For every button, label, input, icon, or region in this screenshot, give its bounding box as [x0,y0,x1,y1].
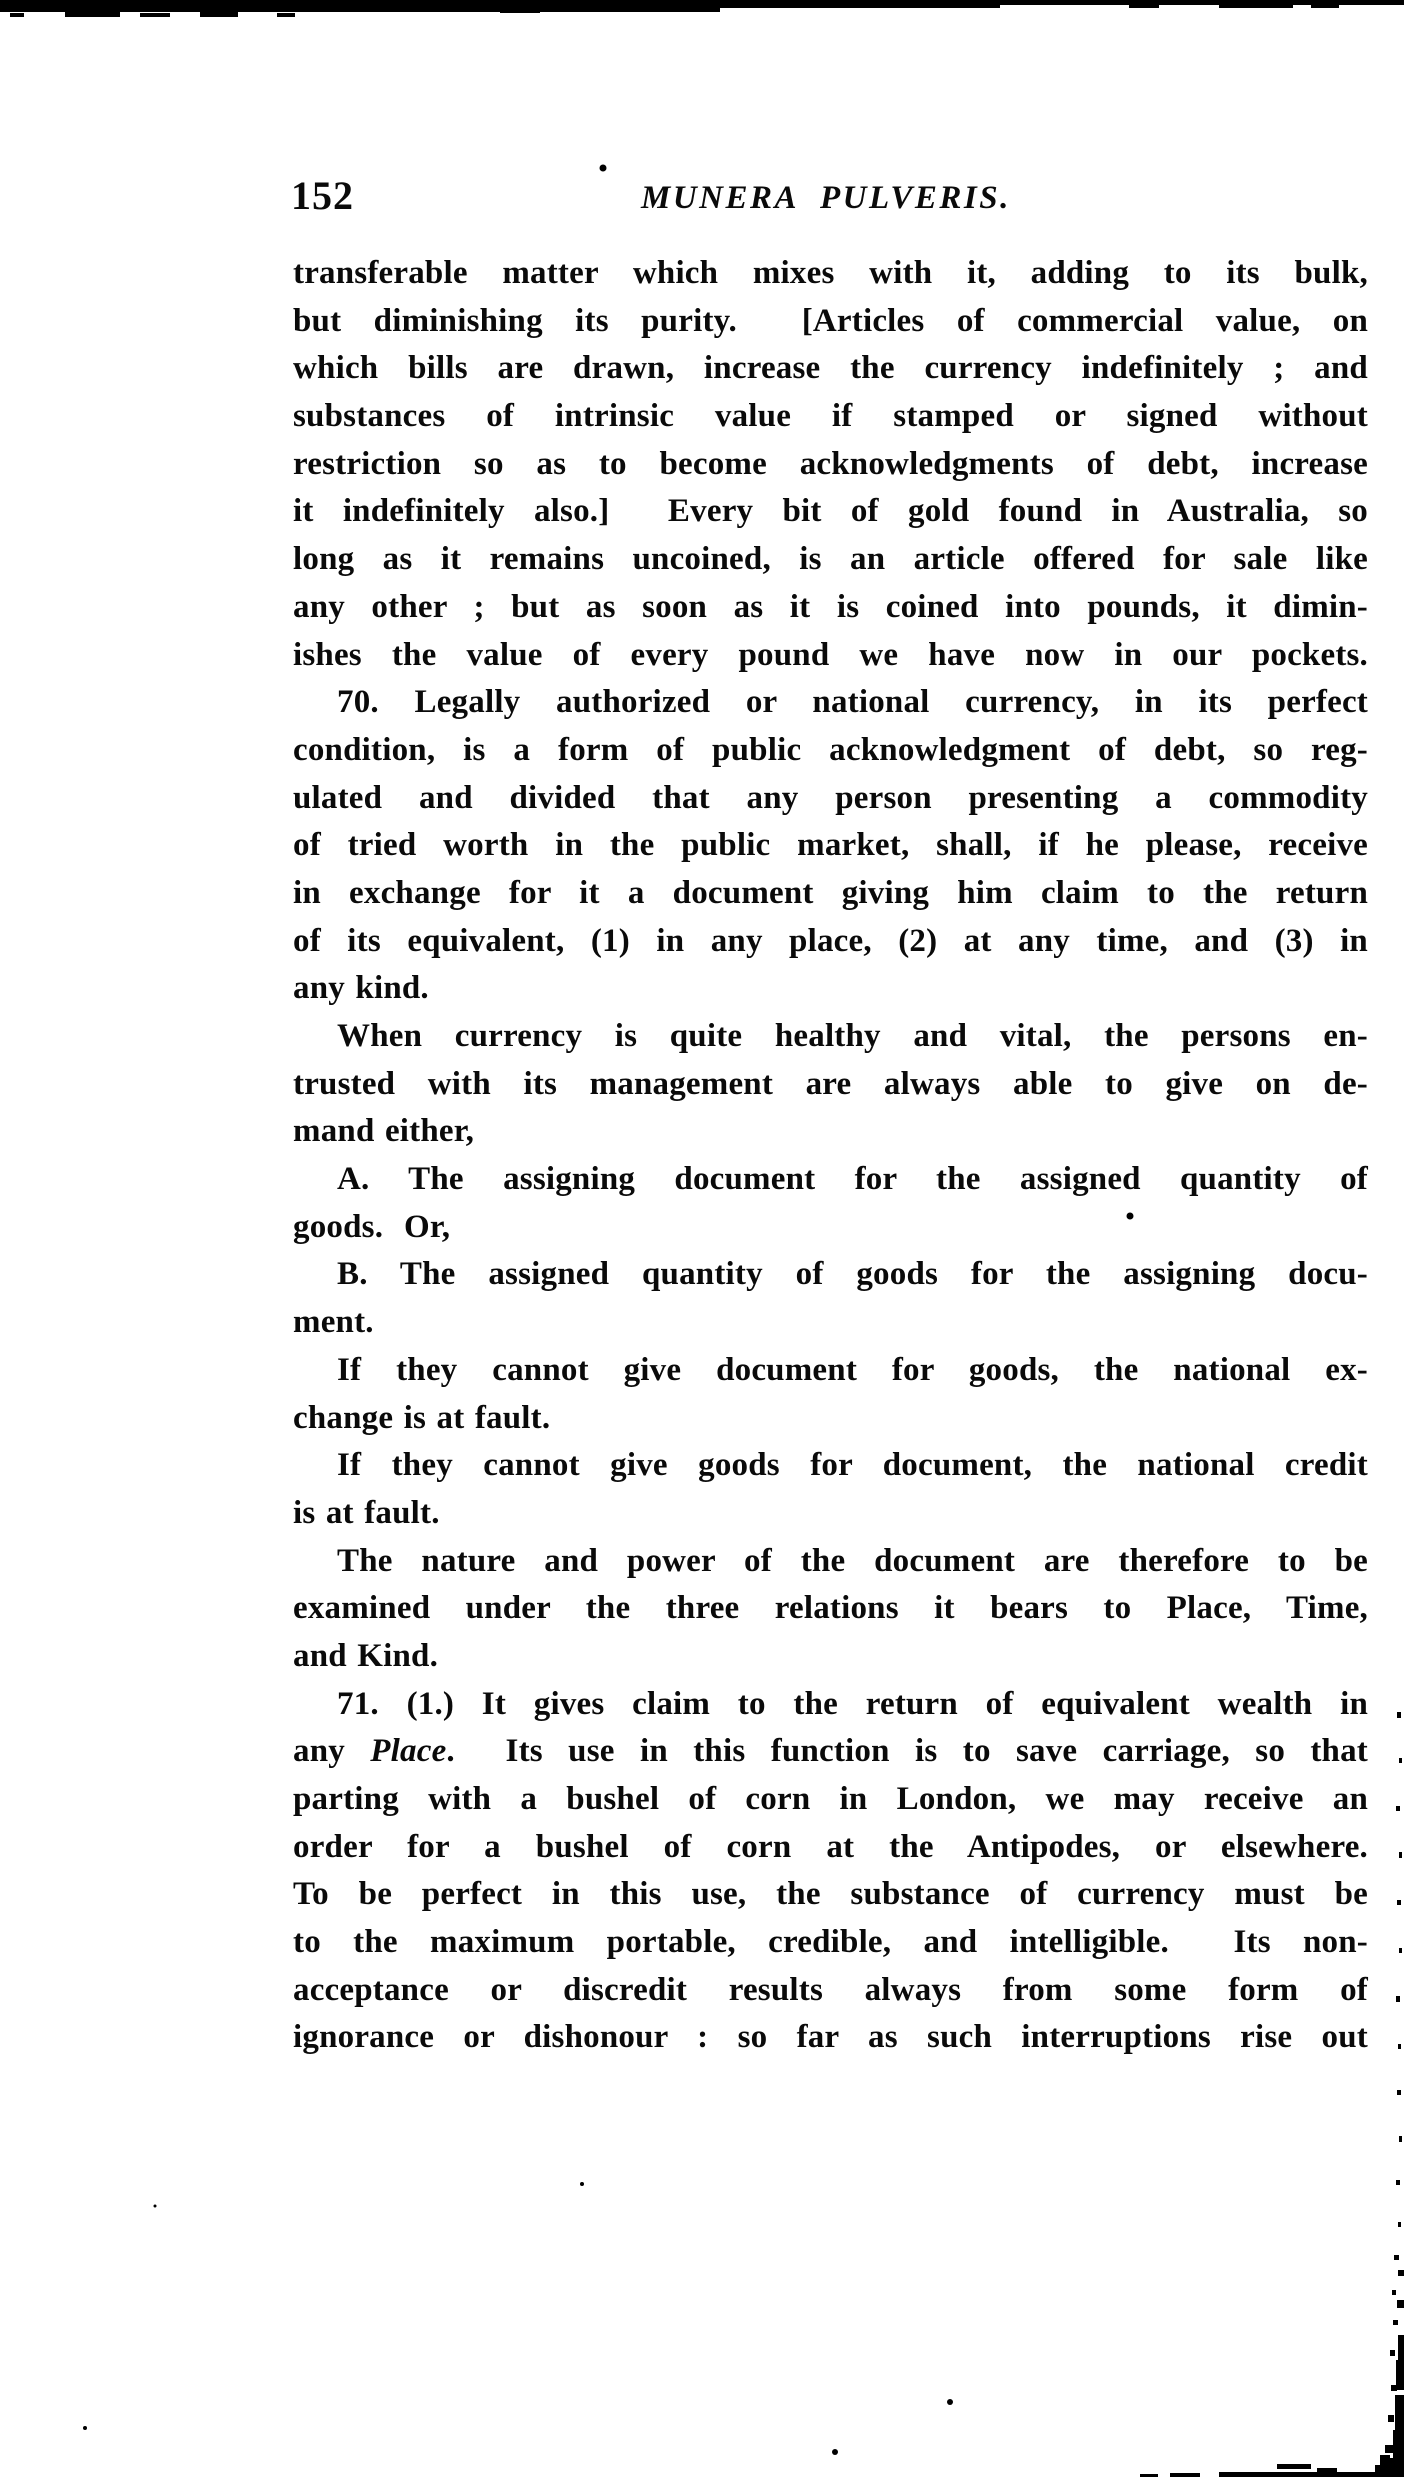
text-line: ishes the value of every pound we have now in our pockets. [293,636,1368,673]
running-title: MUNERA PULVERIS. [641,180,1011,216]
text-line: to the maximum portable, credible, and intelligible. Its non- [293,1924,1368,1961]
text-line: If they cannot give goods for document, the national credit [337,1447,1368,1484]
text-line: goods. Or, [293,1208,451,1245]
text-line: any Place. Its use in this function is to save carriage, so that [293,1733,1368,1770]
text-line: substances of intrinsic value if stamped or signed without [293,398,1368,435]
paragraph [293,1442,1368,1537]
text-line: B. The assigned quantity of goods for the assigning docu- [337,1256,1368,1293]
text-line: ment. [293,1304,374,1341]
paragraph [293,1538,1368,1681]
paragraph [293,679,1368,1013]
text-line: If they cannot give document for goods, the national ex- [337,1351,1368,1388]
text-line: To be perfect in this use, the substance of currency must be [293,1876,1368,1913]
paragraph [293,1013,1368,1156]
text-line: When currency is quite healthy and vital, the persons en- [337,1018,1368,1054]
text-line: mand either, [293,1113,475,1150]
paragraph [293,1347,1368,1442]
text-line: in exchange for it a document giving him claim to the return [293,874,1368,911]
text-line: 70. Legally authorized or national currency, in its perfect [337,684,1368,721]
text-line: and Kind. [293,1637,439,1674]
paragraph [293,1156,1368,1251]
text-line: of its equivalent, (1) in any place, (2) at any time, and (3) in [293,922,1368,959]
text-line: but diminishing its purity. [Articles of commercial value, on [293,302,1368,339]
text-line: 71. (1.) It gives claim to the return of equivalent wealth in [337,1685,1368,1722]
text-line: change is at fault. [293,1399,551,1436]
text-line: of tried worth in the public market, shall, if he please, receive [293,827,1368,864]
text-line: trusted with its management are always able to give on de- [293,1065,1368,1102]
text-line: condition, is a form of public acknowledgment of debt, so reg- [293,731,1368,768]
text-line: is at fault. [293,1494,440,1531]
text-line: ignorance or dishonour : so far as such interruptions rise out [293,2019,1368,2056]
text-line: acceptance or discredit results always from some form of [293,1971,1368,2008]
text-line: long as it remains uncoined, is an article offered for sale like [293,541,1368,578]
text-line: order for a bushel of corn at the Antipodes, or elsewhere. [293,1828,1368,1865]
paragraph [293,1251,1368,1346]
text-line: it indefinitely also.] Every bit of gold found in Australia, so [293,493,1368,530]
text-block [293,250,1368,2062]
text-line: parting with a bushel of corn in London, we may receive an [293,1781,1368,1817]
text-line: restriction so as to become acknowledgments of debt, increase [293,445,1368,482]
paragraph [293,250,1368,679]
text-line: A. The assigning document for the assigned quantity of [337,1161,1368,1198]
page-number: 152 [291,173,354,218]
text-line: transferable matter which mixes with it, adding to its bulk, [293,255,1368,291]
paragraph [293,1681,1368,2063]
text-line: which bills are drawn, increase the currency indefinitely ; and [293,350,1368,387]
text-line: The nature and power of the document are therefore to be [337,1542,1368,1579]
text-line: examined under the three relations it bears to Place, Time, [293,1590,1368,1627]
text-line: any kind. [293,970,429,1007]
scan-noise-right-edge [1375,1712,1404,2477]
scan-noise-top-bar [0,0,1404,17]
text-line: ulated and divided that any person presenting a commodity [293,779,1368,816]
scan-noise-bottom-bar [1140,2464,1404,2477]
text-line: any other ; but as soon as it is coined into pounds, it dimin- [293,588,1368,625]
